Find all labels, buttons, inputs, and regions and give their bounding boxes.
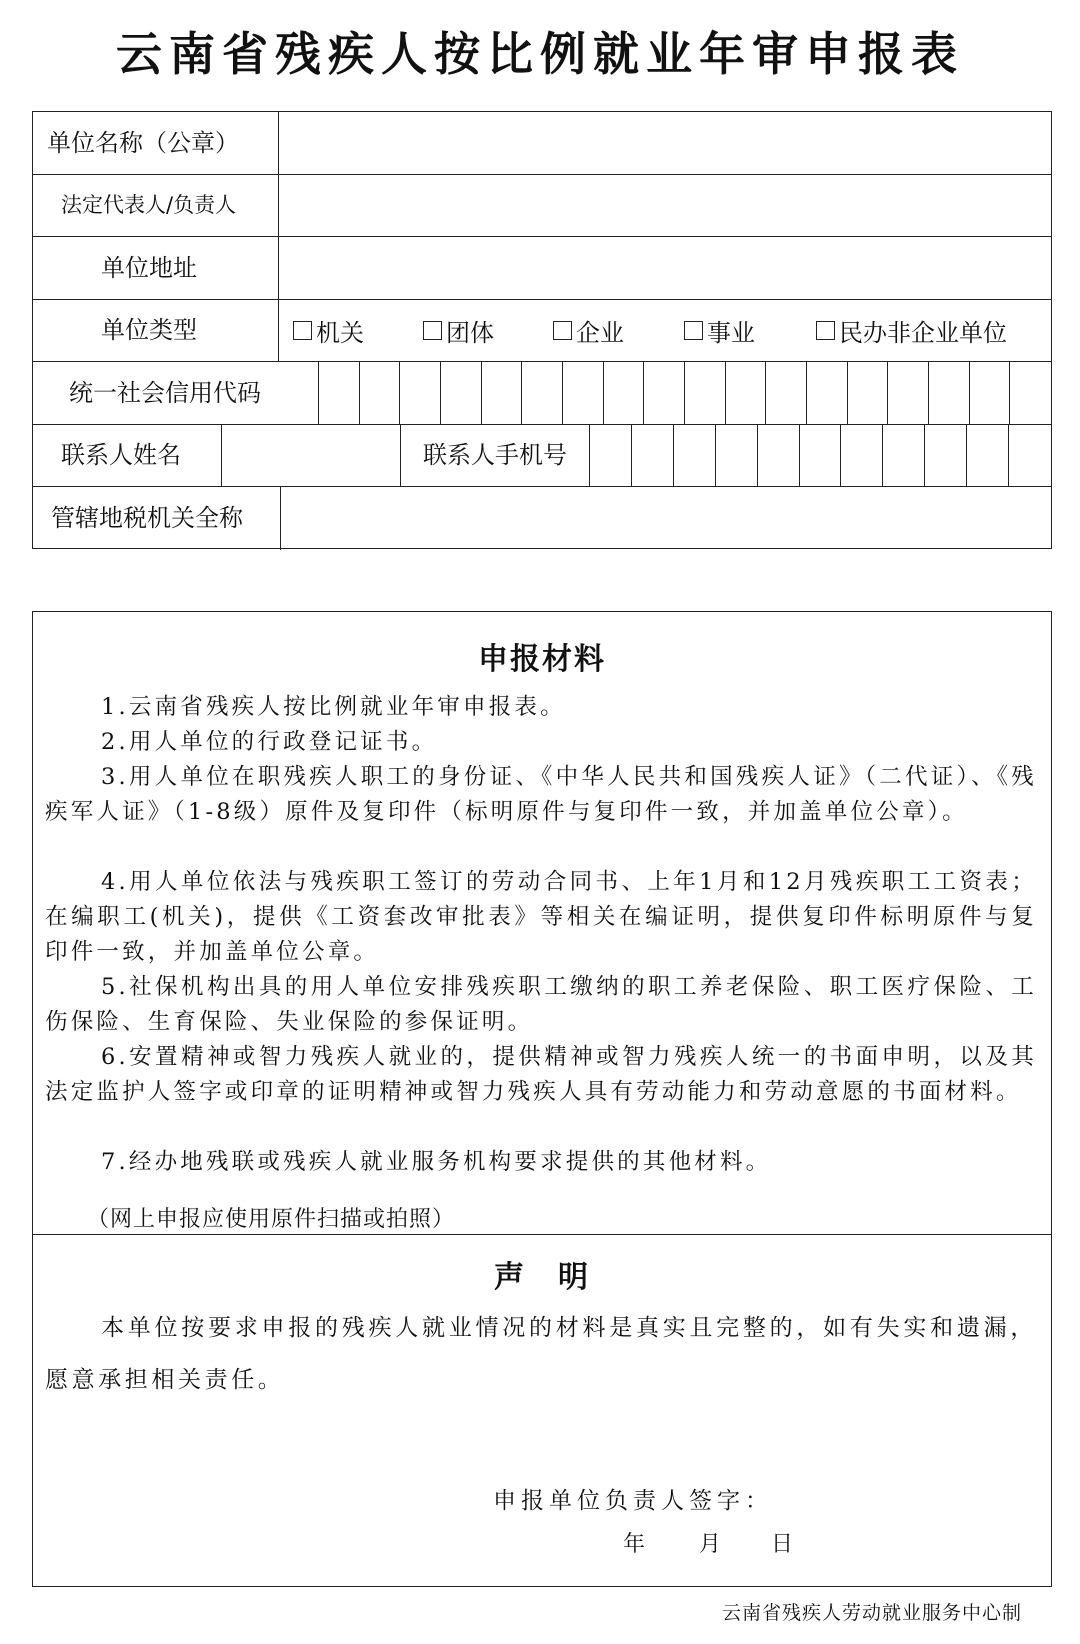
checkbox-icon[interactable] xyxy=(423,321,442,340)
phone-digit-2[interactable] xyxy=(632,425,673,487)
phone-digit-7[interactable] xyxy=(841,425,882,487)
credit-code-digit-8[interactable] xyxy=(604,362,644,424)
unit-type-option-qiye[interactable]: 企业 xyxy=(553,300,624,362)
row-credit-code xyxy=(33,362,1051,425)
material-item-7: 7.经办地残联或残疾人就业服务机构要求提供的其他材料。 xyxy=(101,1149,772,1175)
credit-code-digit-17[interactable] xyxy=(970,362,1010,424)
row-legal-rep xyxy=(33,175,1051,238)
phone-digit-1[interactable] xyxy=(590,425,631,487)
tax-authority-label: 管辖地税机关全称 xyxy=(51,504,243,533)
unit-type-option-jiguan[interactable]: 机关 xyxy=(293,300,364,362)
credit-code-digit-10[interactable] xyxy=(685,362,725,424)
unit-info-table xyxy=(32,111,1052,549)
legal-rep-field[interactable] xyxy=(280,175,1051,237)
credit-code-digit-11[interactable] xyxy=(726,362,766,424)
declaration-text: 本单位按要求申报的残疾人就业情况的材料是真实且完整的，如有失实和遗漏，愿意承担相关责任。 xyxy=(45,1315,1037,1393)
tax-authority-field[interactable] xyxy=(282,487,1051,550)
credit-code-digit-13[interactable] xyxy=(807,362,847,424)
credit-code-digit-1[interactable] xyxy=(319,362,359,424)
material-item-1: 1.云南省残疾人按比例就业年审申报表。 xyxy=(101,694,566,720)
material-item-3: 3.用人单位在职残疾人职工的身份证、《中华人民共和国残疾人证》（二代证）、《残疾军人证》（1-8级）原件及复印件（标明原件与复印件一致，并加盖单位公章）。 xyxy=(45,764,1037,825)
checkbox-icon[interactable] xyxy=(293,321,312,340)
date-month-label: 月 xyxy=(699,1532,722,1557)
address-label: 单位地址 xyxy=(101,253,197,282)
unit-type-option-tuanti[interactable]: 团体 xyxy=(423,300,494,362)
phone-digit-6[interactable] xyxy=(800,425,841,487)
credit-code-digit-7[interactable] xyxy=(563,362,603,424)
credit-code-digit-5[interactable] xyxy=(482,362,522,424)
row-address xyxy=(33,237,1051,300)
checkbox-icon[interactable] xyxy=(553,321,572,340)
phone-digit-10[interactable] xyxy=(967,425,1008,487)
contact-name-label: 联系人姓名 xyxy=(61,441,181,470)
declaration-heading: 声 明 xyxy=(494,1260,590,1295)
phone-digit-4[interactable] xyxy=(716,425,757,487)
unit-name-label: 单位名称（公章） xyxy=(47,128,239,157)
credit-code-digit-2[interactable] xyxy=(360,362,400,424)
phone-digit-11[interactable] xyxy=(1009,425,1050,487)
row-contact xyxy=(33,425,1051,488)
unit-type-label: 单位类型 xyxy=(101,316,197,345)
credit-code-digit-9[interactable] xyxy=(644,362,684,424)
phone-digit-5[interactable] xyxy=(758,425,799,487)
unit-type-option-shiye[interactable]: 事业 xyxy=(684,300,755,362)
credit-code-digit-14[interactable] xyxy=(848,362,888,424)
legal-rep-label: 法定代表人/负责人 xyxy=(61,192,237,217)
materials-heading: 申报材料 xyxy=(478,642,606,677)
contact-name-field[interactable] xyxy=(223,425,379,487)
date-year-label: 年 xyxy=(623,1532,646,1557)
credit-code-digit-3[interactable] xyxy=(400,362,440,424)
material-item-5: 5.社保机构出具的用人单位安排残疾职工缴纳的职工养老保险、职工医疗保险、工伤保险、生育保险、失业保险的参保证明。 xyxy=(45,974,1037,1035)
phone-digit-9[interactable] xyxy=(925,425,966,487)
signature-label: 申报单位负责人签字： xyxy=(493,1488,773,1514)
checkbox-icon[interactable] xyxy=(816,321,835,340)
contact-phone-label: 联系人手机号 xyxy=(423,441,567,470)
material-item-6: 6.安置精神或智力残疾人就业的，提供精神或智力残疾人统一的书面申明，以及其法定监护人签字或印章的证明精神或智力残疾人具有劳动能力和劳动意愿的书面材料。 xyxy=(45,1044,1037,1105)
online-submission-note: （网上申报应使用原件扫描或拍照） xyxy=(87,1207,456,1232)
credit-code-label: 统一社会信用代码 xyxy=(69,378,261,407)
checkbox-icon[interactable] xyxy=(684,321,703,340)
form-title: 云南省残疾人按比例就业年审申报表 xyxy=(116,27,964,81)
row-unit-type xyxy=(33,300,1051,363)
unit-type-option-minban[interactable]: 民办非企业单位 xyxy=(816,300,1007,362)
credit-code-digit-15[interactable] xyxy=(888,362,928,424)
section-divider xyxy=(33,1234,1051,1235)
row-unit-name xyxy=(33,112,1051,175)
phone-digit-8[interactable] xyxy=(883,425,924,487)
issuer-footer: 云南省残疾人劳动就业服务中心制 xyxy=(721,1602,1022,1624)
date-day-label: 日 xyxy=(771,1532,794,1557)
row-tax-authority xyxy=(33,487,1051,550)
phone-digit-3[interactable] xyxy=(674,425,715,487)
credit-code-digit-18[interactable] xyxy=(1010,362,1050,424)
material-item-4: 4.用人单位依法与残疾职工签订的劳动合同书、上年1月和12月残疾职工工资表；在编职工(机关)，提供《工资套改审批表》等相关在编证明，提供复印件标明原件与复印件一致，并加盖单位公章。 xyxy=(45,869,1037,965)
credit-code-digit-4[interactable] xyxy=(441,362,481,424)
credit-code-digit-12[interactable] xyxy=(766,362,806,424)
material-item-2: 2.用人单位的行政登记证书。 xyxy=(101,729,438,755)
materials-declaration-panel xyxy=(32,611,1052,1587)
unit-name-field[interactable] xyxy=(280,112,1051,174)
credit-code-digit-16[interactable] xyxy=(929,362,969,424)
address-field[interactable] xyxy=(280,237,1051,299)
credit-code-digit-6[interactable] xyxy=(522,362,562,424)
